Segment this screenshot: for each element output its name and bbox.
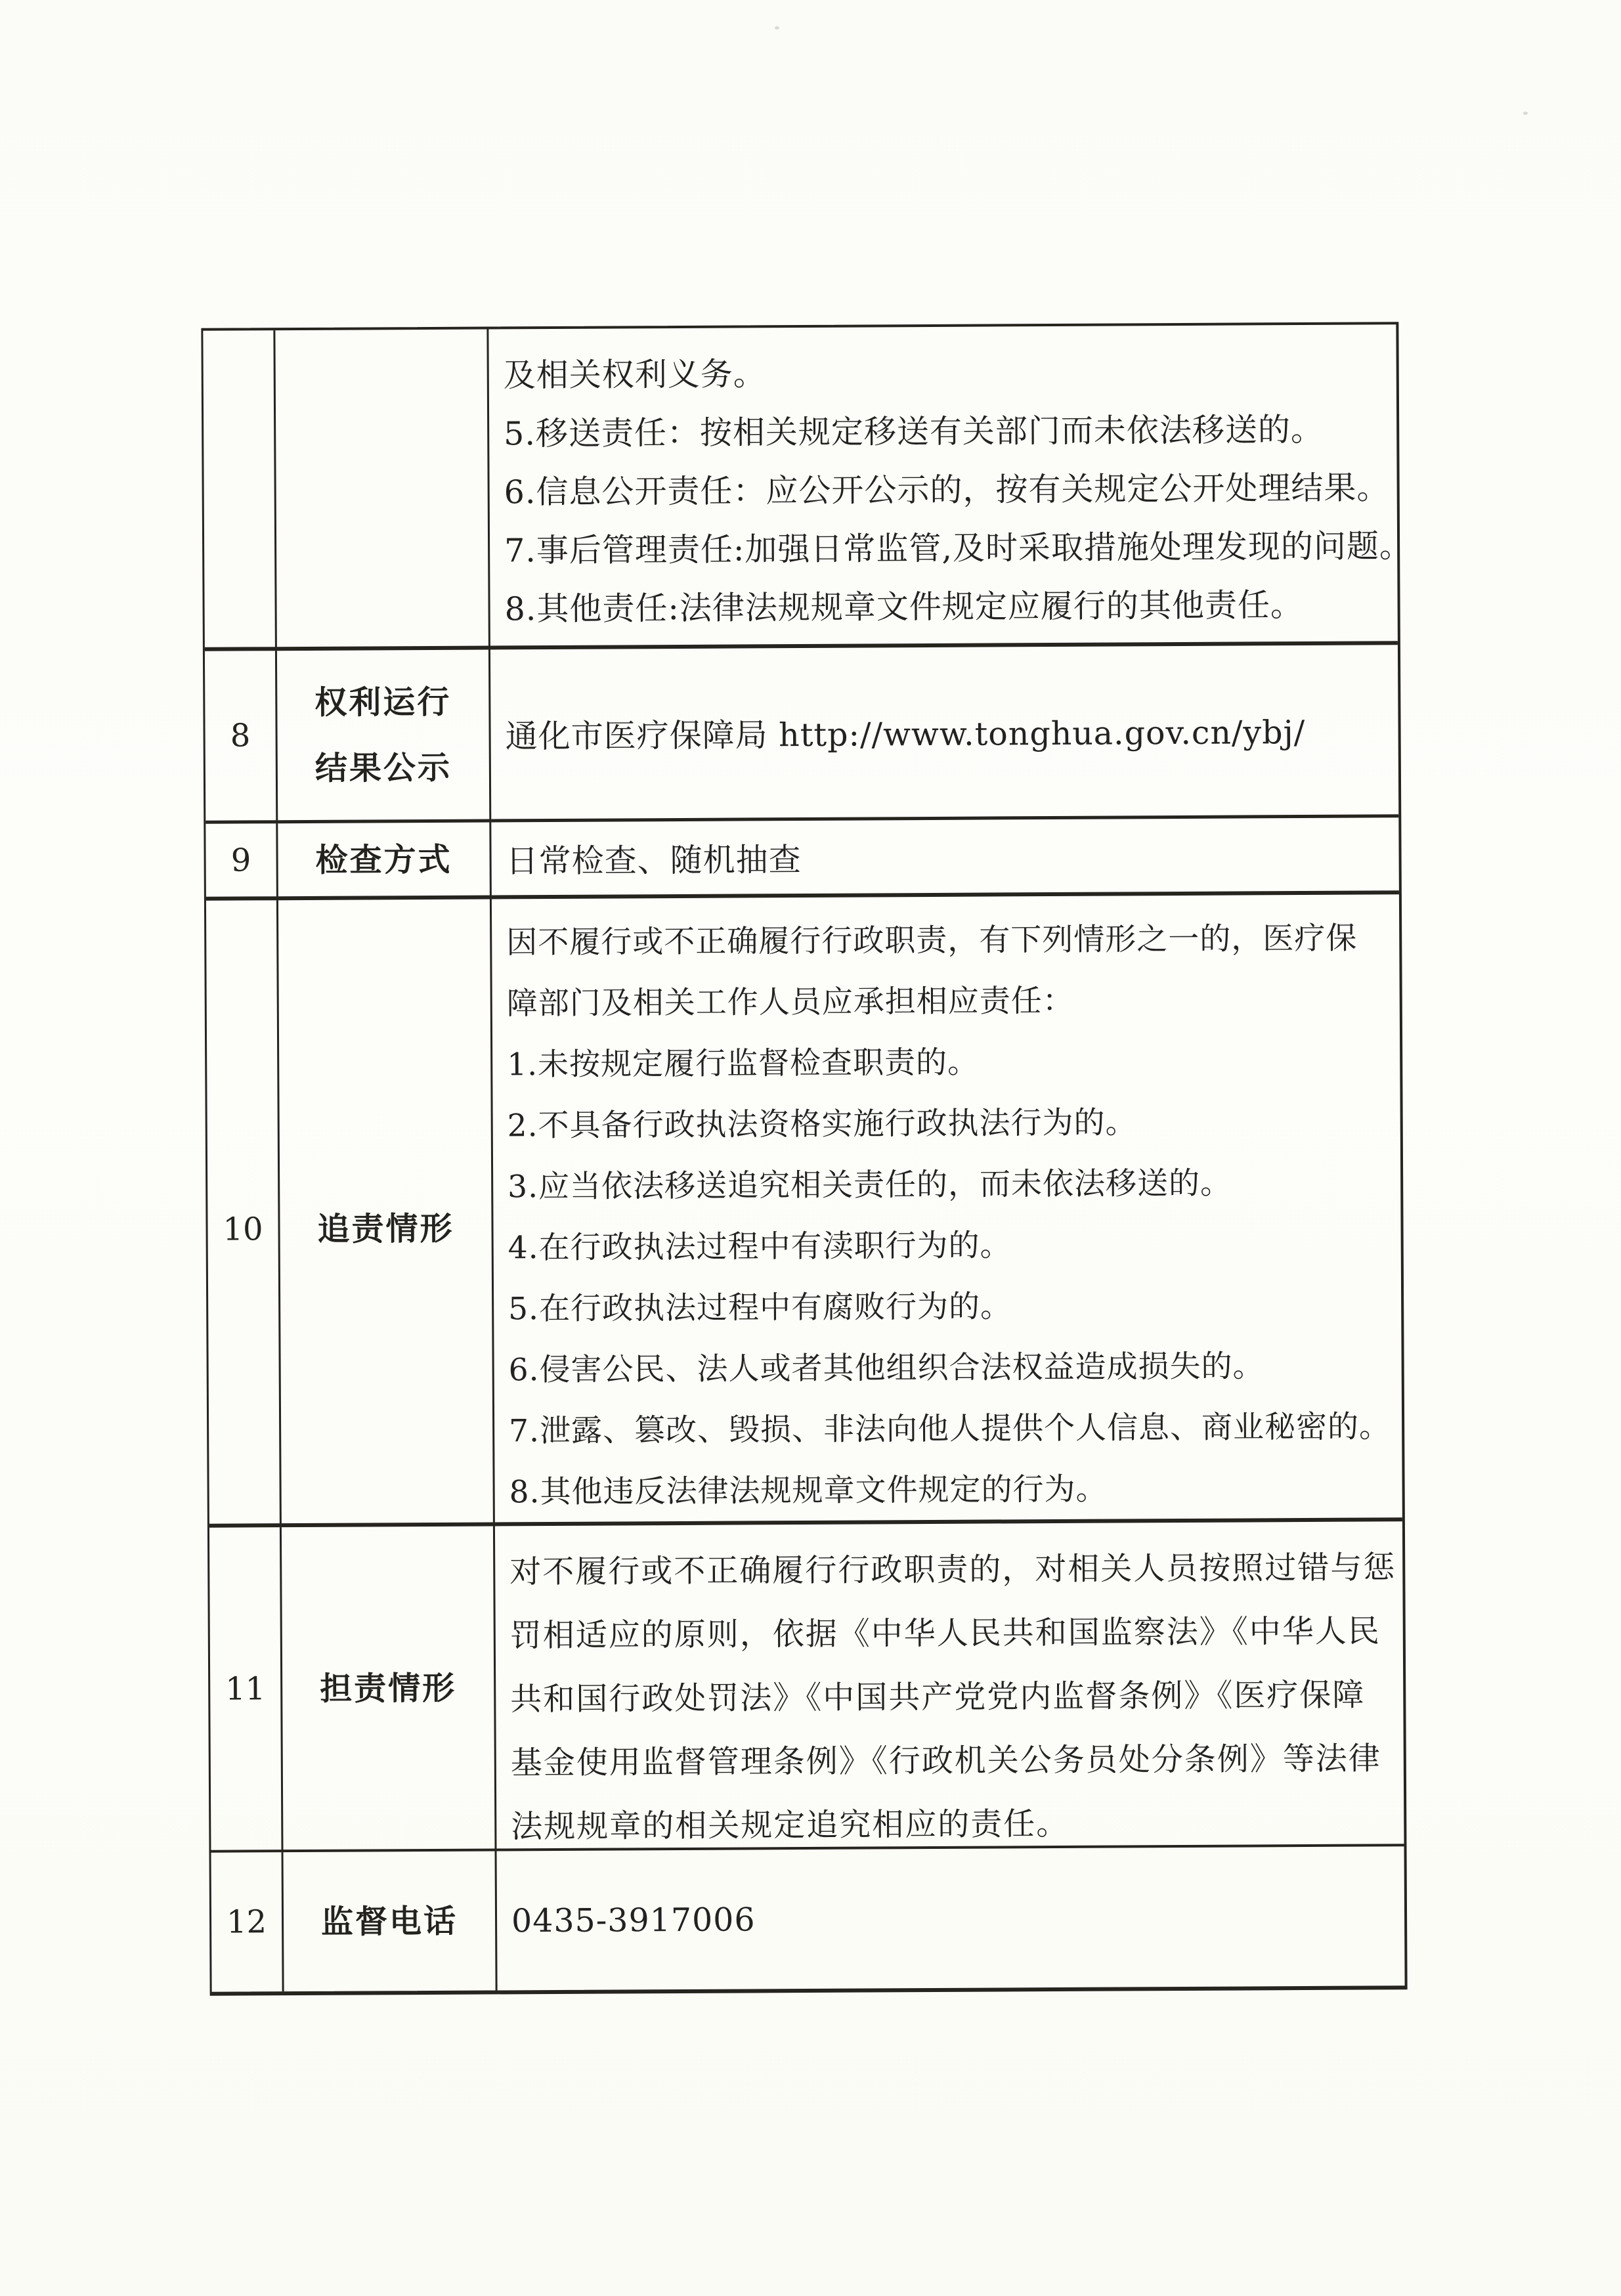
- responsibility-table: [201, 322, 1413, 1996]
- content-line: 6.侵害公民、法人或者其他组织合法权益造成损失的。: [508, 1348, 1264, 1389]
- row-12-content: [497, 1846, 1405, 1990]
- row-10-content: [492, 894, 1402, 1526]
- row-8-number: 8: [205, 651, 278, 824]
- content-line: 基金使用监督管理条例》《行政机关公务员处分条例》等法律: [510, 1740, 1381, 1782]
- content-line: 7.泄露、篡改、毁损、非法向他人提供个人信息、商业秘密的。: [509, 1408, 1391, 1450]
- content-line: 6.信息公开责任：应公开公示的，按有关规定公开处理结果。: [504, 469, 1390, 511]
- content-line: 7.事后管理责任:加强日常监管,及时采取措施处理发现的问题。: [504, 527, 1413, 570]
- label-line: 权利运行: [314, 682, 452, 722]
- label-line: 追责情形: [317, 1209, 454, 1248]
- content-line: 日常检查、随机抽查: [506, 840, 802, 880]
- row-10-number: [206, 900, 282, 1528]
- content-line: 法规规章的相关规定追究相应的责任。: [511, 1805, 1070, 1846]
- content-line: 对不履行或不正确履行行政职责的，对相关人员按照过错与惩: [509, 1549, 1396, 1591]
- row-continuation-content: [488, 324, 1413, 649]
- row-9-number: 9: [205, 823, 278, 901]
- row-11-number: 11: [209, 1527, 284, 1853]
- content-line: 罚相适应的原则，依据《中华人民共和国监察法》《中华人民: [509, 1613, 1381, 1655]
- row-11-content: [495, 1521, 1404, 1851]
- label-line: 担责情形: [320, 1668, 457, 1708]
- content-line: 3.应当依法移送追究相关责任的，而未依法移送的。: [508, 1165, 1232, 1205]
- row-continuation-label: [275, 329, 490, 651]
- row-8-content: [490, 645, 1398, 822]
- content-line: 障部门及相关工作人员应承担相应责任：: [506, 982, 1074, 1022]
- content-line: 及相关权利义务。: [503, 355, 766, 395]
- content-line: 共和国行政处罚法》《中国共产党党内监督条例》《医疗保障: [510, 1676, 1366, 1718]
- row-10-label: [278, 899, 495, 1527]
- row-8-label: [277, 649, 491, 823]
- content-line: 5.在行政执法过程中有腐败行为的。: [508, 1288, 1012, 1328]
- label-line: 监督电话: [320, 1901, 458, 1941]
- content-line: 因不履行或不正确履行行政职责，有下列情形之一的，医疗保: [506, 920, 1358, 961]
- label-line: 检查方式: [315, 840, 452, 879]
- content-line: 0435-3917006: [511, 1900, 756, 1939]
- content-line: 4.在行政执法过程中有渎职行为的。: [508, 1227, 1012, 1267]
- content-line: 5.移送责任：按相关规定移送有关部门而未依法移送的。: [504, 410, 1324, 453]
- scan-speck: [775, 26, 779, 30]
- row-9-label: [278, 822, 492, 900]
- row-10-number-text: 10: [223, 1210, 263, 1248]
- content-line: 8.其他违反法律法规规章文件规定的行为。: [509, 1471, 1108, 1511]
- content-line: 1.未按规定履行监督检查职责的。: [507, 1044, 980, 1083]
- row-12-label: [284, 1851, 498, 1991]
- row-12-number: 12: [211, 1852, 284, 1992]
- content-line: 通化市医疗保障局 http://www.tonghua.gov.cn/ybj/: [505, 713, 1306, 756]
- row-9-content: [491, 817, 1399, 899]
- content-line: 8.其他责任:法律法规规章文件规定应履行的其他责任。: [504, 586, 1304, 628]
- row-11-label: [282, 1526, 497, 1852]
- row-continuation-number: [203, 330, 277, 651]
- content-line: 2.不具备行政执法资格实施行政执法行为的。: [507, 1104, 1137, 1144]
- label-line: 结果公示: [314, 748, 452, 787]
- scan-speck: [1523, 112, 1528, 115]
